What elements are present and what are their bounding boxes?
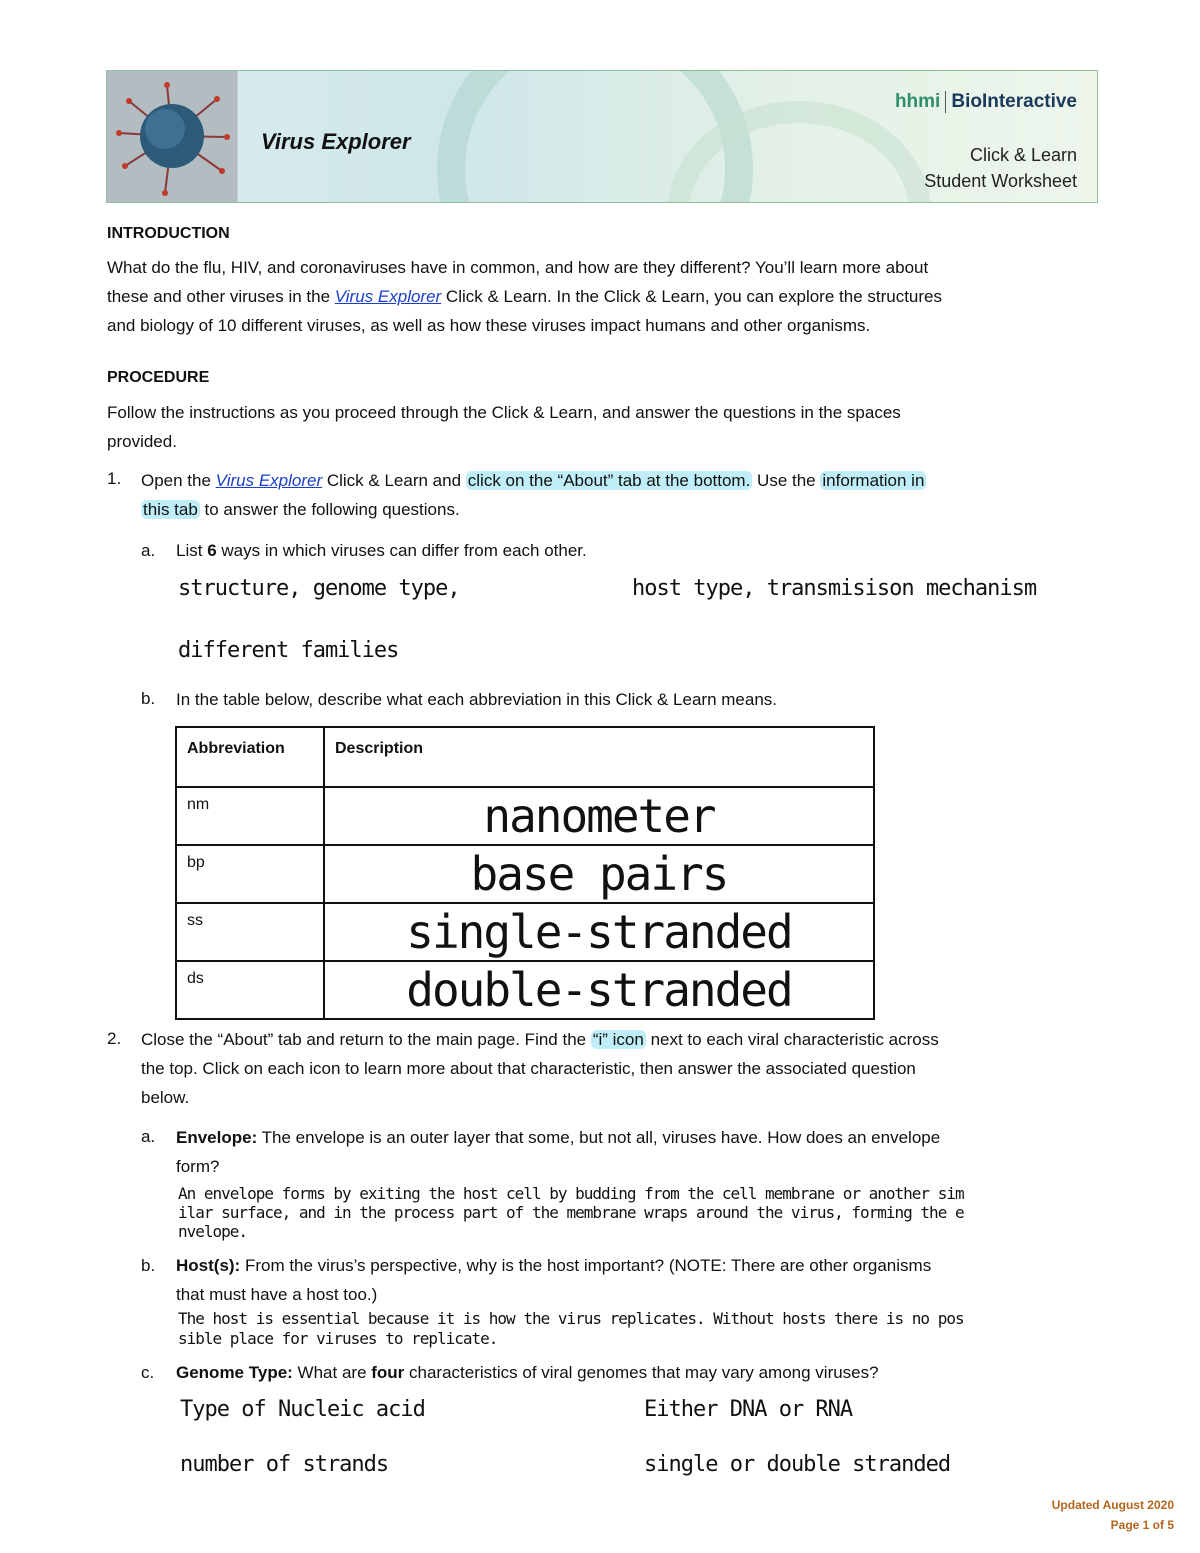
answer-1a-line2: host type, transmisison mechanism [632, 576, 1037, 601]
table-row [176, 961, 874, 1019]
banner-subtitle-worksheet: Student Worksheet [924, 171, 1077, 191]
answer-2c-4: single or double stranded [644, 1452, 951, 1477]
table-row [176, 845, 874, 903]
virus-illustration-icon [107, 71, 237, 202]
virus-image [107, 71, 238, 202]
answer-2c-2: Either DNA or RNA [644, 1397, 853, 1422]
virus-explorer-link[interactable]: Virus Explorer [215, 471, 323, 490]
highlight: “i” icon [592, 1030, 644, 1049]
question-1b-label: b. [141, 689, 156, 708]
abbreviation-table [175, 726, 875, 1020]
table-cell-abbr: nm [176, 787, 324, 845]
table-cell-desc: single-stranded [324, 903, 874, 961]
procedure-text: Follow the instructions as you proceed through the Click & Learn, and answer the questions in the spaces provided. [107, 403, 901, 451]
answer-1a-line3: different families [178, 638, 399, 663]
question-2-number: 2. [107, 1029, 122, 1048]
banner-subtitle-click-learn: Click & Learn [969, 145, 1077, 165]
footer-page-number: Page 1 of 5 [1110, 1518, 1174, 1532]
table-header-row [176, 727, 874, 787]
table-cell-abbr: ss [176, 903, 324, 961]
answer-2b: The host is essential because it is how the virus replicates. Without hosts there is no pos sible place for viruses to replicate. [178, 1309, 964, 1348]
highlight: this tab [143, 500, 198, 519]
question-1b-text: In the table below, describe what each abbreviation in this Click & Learn means. [176, 690, 778, 709]
question-2b-label: b. [141, 1256, 156, 1275]
answer-2a: An envelope forms by exiting the host cell by budding from the cell membrane or another sim ilar surface, and in the process part of the membrane wraps around the virus, forming the e nvelope. [178, 1184, 964, 1241]
table-cell-abbr: ds [176, 961, 324, 1019]
question-1a-label: a. [141, 541, 156, 560]
answer-2c-3: number of strands [180, 1452, 389, 1477]
question-2a-label: a. [141, 1127, 156, 1146]
virus-explorer-link[interactable]: Virus Explorer [334, 287, 442, 306]
introduction-heading: INTRODUCTION [107, 225, 230, 242]
procedure-heading: PROCEDURE [107, 369, 210, 386]
question-2c-text: Genome Type: What are four characteristics of viral genomes that may vary among viruses? [176, 1363, 879, 1382]
banner-title: Virus Explorer [261, 129, 411, 154]
table-cell-desc: base pairs [324, 845, 874, 903]
highlight: click on the “About” tab at the bottom. [467, 471, 751, 490]
table-cell-desc: nanometer [324, 787, 874, 845]
question-2b-text: Host(s): From the virus’s perspective, why is the host important? (NOTE: There are other organisms that must have a host too.) [176, 1256, 932, 1304]
question-1-text: Open the Virus Explorer Click & Learn and click on the “About” tab at the bottom. Use the information in this tab to answer the following questions. [141, 471, 925, 519]
question-1a-text: List 6 ways in which viruses can differ from each other. [176, 541, 587, 560]
answer-1a-line1: structure, genome type, [178, 576, 460, 601]
table-header-description: Description [324, 727, 874, 787]
question-2-text: Close the “About” tab and return to the main page. Find the “i” icon next to each viral characteristic across the top. Click on each icon to learn more about that characteristic, then answer the associated question below. [141, 1030, 939, 1107]
table-cell-desc: double-stranded [324, 961, 874, 1019]
footer-updated: Updated August 2020 [1051, 1498, 1174, 1512]
header-banner [106, 70, 1098, 203]
hhmi-biointeractive-logo: hhmi BioInteractive [894, 91, 1077, 113]
highlight: information in [822, 471, 925, 490]
introduction-text: What do the flu, HIV, and coronaviruses have in common, and how are they different? You’ll learn more about these and other viruses in the Virus Explorer Click & Learn. In the Click & Learn, you can explore the structures and biology of 10 different viruses, as well as how these viruses impact humans and other organisms. [107, 258, 942, 335]
table-header-abbreviation: Abbreviation [176, 727, 324, 787]
table-row [176, 903, 874, 961]
question-2a-text: Envelope: The envelope is an outer layer that some, but not all, viruses have. How does an envelope form? [176, 1128, 941, 1176]
table-row [176, 787, 874, 845]
answer-2c-1: Type of Nucleic acid [180, 1397, 425, 1422]
table-cell-abbr: bp [176, 845, 324, 903]
question-2c-label: c. [141, 1363, 155, 1382]
question-1-number: 1. [107, 469, 122, 488]
